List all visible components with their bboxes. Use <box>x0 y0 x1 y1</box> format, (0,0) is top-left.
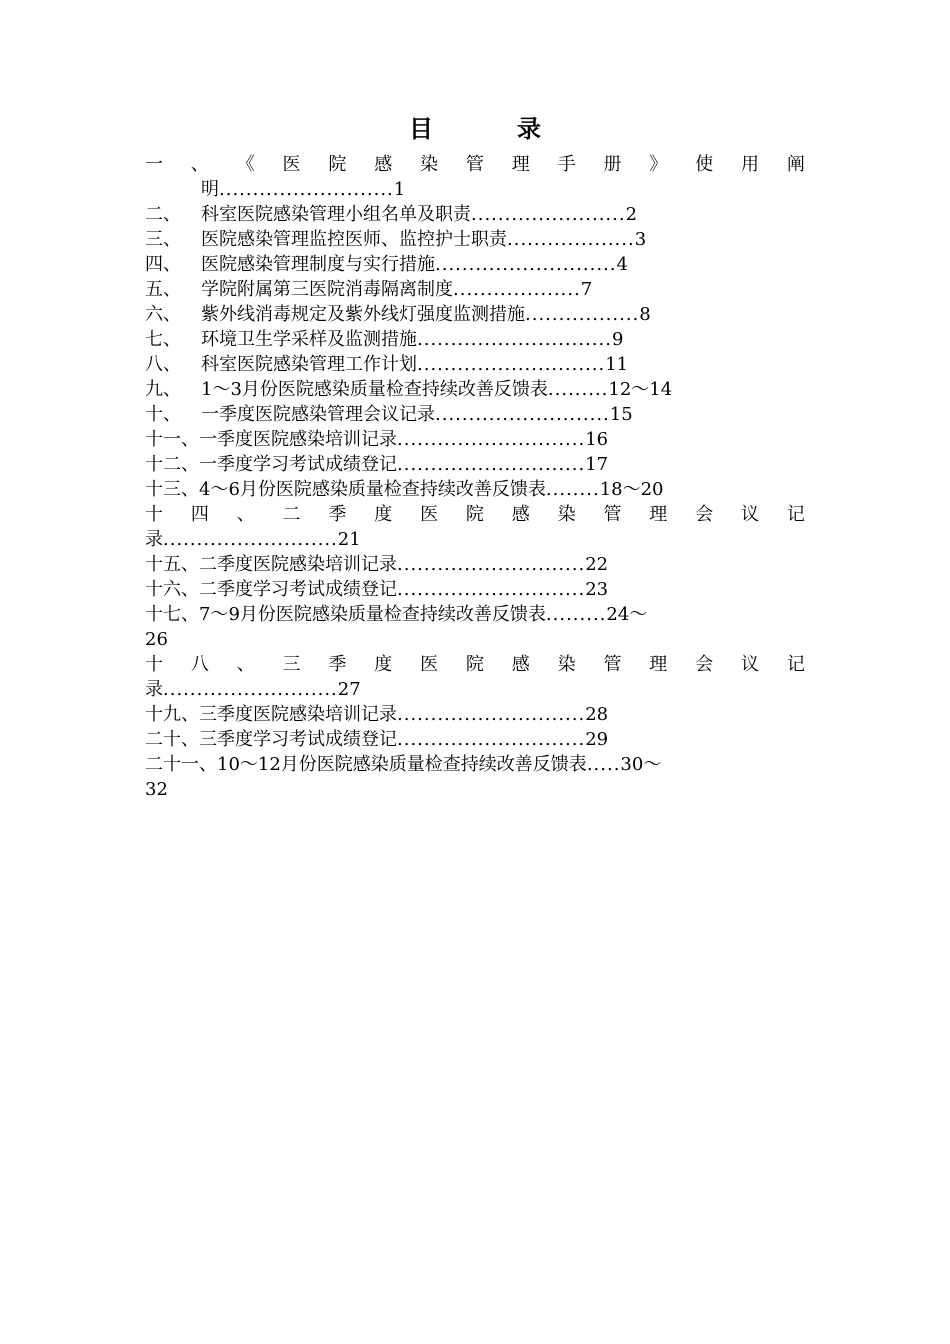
toc-leader-dots: .......................... <box>163 529 338 550</box>
toc-entry-text: 十五、二季度医院感染培训记录 <box>145 554 397 575</box>
toc-entry-text: 医院感染管理制度与实行措施 <box>201 254 435 275</box>
toc-leader-dots: ................... <box>453 279 581 300</box>
toc-entry-cont: 明 <box>201 179 219 200</box>
toc-leader-dots: ......... <box>545 604 607 625</box>
toc-entry-e4 <box>145 252 805 277</box>
toc-entry-number: 六、 <box>145 304 181 325</box>
toc-leader-dots: ............................ <box>397 579 586 600</box>
toc-page-number: 17 <box>585 454 609 475</box>
toc-entry-text: 十七、7～9月份医院感染质量检查持续改善反馈表 <box>145 604 546 625</box>
toc-entry-cont: 录 <box>145 679 163 700</box>
toc-entry-e11 <box>145 427 805 452</box>
toc-entry-e1: 一 、 《 医 院 感 染 管 理 手 册 》 使 用 阐 <box>145 154 805 175</box>
toc-page-number: 4 <box>616 254 628 275</box>
toc-entry-text: 1～3月份医院感染质量检查持续改善反馈表 <box>201 379 548 400</box>
toc-entry-e16 <box>145 577 805 602</box>
toc-entry-e9 <box>145 377 805 402</box>
toc-entry-text: 二十一、10～12月份医院感染质量检查持续改善反馈表 <box>145 754 587 775</box>
toc-entry-text: 科室医院感染管理小组名单及职责 <box>201 204 471 225</box>
toc-entry-text: 紫外线消毒规定及紫外线灯强度监测措施 <box>201 304 525 325</box>
toc-entry-text: 二十、三季度学习考试成绩登记 <box>145 729 397 750</box>
toc-page-number: 7 <box>580 279 593 300</box>
toc-leader-dots: ............................ <box>397 429 586 450</box>
toc-page-number: 18～20 <box>599 479 664 500</box>
toc-entry-e21 <box>145 752 805 777</box>
toc-entry-e13 <box>145 477 805 502</box>
toc-entry-text: 一季度医院感染管理会议记录 <box>201 404 435 425</box>
toc-leader-dots: ............................ <box>397 729 586 750</box>
toc-entry-text: 环境卫生学采样及监测措施 <box>201 329 417 350</box>
toc-entry-e2 <box>145 202 805 227</box>
toc-entry-e6 <box>145 302 805 327</box>
toc-entry-number: 八、 <box>145 354 181 375</box>
toc-entry-number: 七、 <box>145 329 181 350</box>
toc-entry-number: 五、 <box>145 279 181 300</box>
toc-page-number: 15 <box>609 404 633 425</box>
toc-entry-number: 九、 <box>145 379 181 400</box>
toc-entry-text: 十一、一季度医院感染培训记录 <box>145 429 397 450</box>
toc-entry-continuation <box>145 177 805 202</box>
toc-page-number: 23 <box>585 579 609 600</box>
toc-page-number: 1 <box>393 179 406 200</box>
toc-title: 目 录 <box>409 114 571 143</box>
toc-entry-e19 <box>145 702 805 727</box>
toc-list <box>145 152 805 802</box>
toc-leader-dots: ......... <box>547 379 609 400</box>
toc-entry-e14: 十 四 、 二 季 度 医 院 感 染 管 理 会 议 记 <box>145 504 805 525</box>
toc-entry-continuation <box>145 527 805 552</box>
toc-entry-continuation <box>145 777 805 802</box>
toc-entry-number: 三、 <box>145 229 181 250</box>
toc-leader-dots: ............................ <box>417 354 606 375</box>
toc-entry-text: 学院附属第三医院消毒隔离制度 <box>201 279 453 300</box>
toc-entry-cont: 录 <box>145 529 163 550</box>
toc-page-number: 11 <box>605 354 629 375</box>
toc-entry-e8 <box>145 352 805 377</box>
toc-entry-text: 医院感染管理监控医师、监控护士职责 <box>201 229 507 250</box>
toc-leader-dots: .......................... <box>219 179 394 200</box>
toc-page-number: 12～14 <box>608 379 673 400</box>
toc-entry-e3 <box>145 227 805 252</box>
toc-leader-dots: ............................ <box>397 554 586 575</box>
toc-page-number: 21 <box>337 529 361 550</box>
toc-entry-e12 <box>145 452 805 477</box>
toc-leader-dots: ........ <box>545 479 600 500</box>
toc-entry-e17 <box>145 602 805 627</box>
toc-entry-e5 <box>145 277 805 302</box>
toc-entry-e20 <box>145 727 805 752</box>
toc-leader-dots: ................... <box>507 229 635 250</box>
toc-page-number-cont: 32 <box>145 779 168 800</box>
toc-entry-text: 科室医院感染管理工作计划 <box>201 354 417 375</box>
toc-page-number: 3 <box>634 229 647 250</box>
toc-leader-dots: .......................... <box>163 679 338 700</box>
toc-leader-dots: ............................ <box>397 454 586 475</box>
toc-leader-dots: ........................... <box>435 254 617 275</box>
toc-entry-text: 十三、4～6月份医院感染质量检查持续改善反馈表 <box>145 479 546 500</box>
toc-entry-text: 十二、一季度学习考试成绩登记 <box>145 454 397 475</box>
toc-entry-continuation <box>145 677 805 702</box>
toc-page-number: 24～ <box>606 604 648 625</box>
toc-leader-dots: ..... <box>586 754 621 775</box>
toc-entry-continuation <box>145 627 805 652</box>
toc-page-number: 8 <box>639 304 651 325</box>
toc-page-number-cont: 26 <box>145 629 168 650</box>
toc-entry-text: 十九、三季度医院感染培训记录 <box>145 704 397 725</box>
toc-leader-dots: .......................... <box>435 404 610 425</box>
toc-leader-dots: ............................. <box>417 329 612 350</box>
toc-entry-e18: 十 八 、 三 季 度 医 院 感 染 管 理 会 议 记 <box>145 654 805 675</box>
toc-page-number: 22 <box>585 554 609 575</box>
toc-page-number: 28 <box>585 704 609 725</box>
toc-entry-number: 二、 <box>145 204 181 225</box>
toc-entry-e15 <box>145 552 805 577</box>
toc-page-number: 16 <box>585 429 609 450</box>
toc-entry-number: 四、 <box>145 254 181 275</box>
toc-entry-number: 十、 <box>145 404 181 425</box>
toc-page-number: 30～ <box>620 754 662 775</box>
toc-page-number: 2 <box>625 204 638 225</box>
toc-entry-text: 十六、二季度学习考试成绩登记 <box>145 579 397 600</box>
toc-page-number: 29 <box>585 729 609 750</box>
toc-entry-e7 <box>145 327 805 352</box>
toc-entry-e10 <box>145 402 805 427</box>
toc-page-number: 9 <box>611 329 624 350</box>
toc-page-number: 27 <box>337 679 361 700</box>
toc-leader-dots: ....................... <box>471 204 626 225</box>
toc-leader-dots: ............................ <box>397 704 586 725</box>
toc-leader-dots: ................. <box>525 304 640 325</box>
